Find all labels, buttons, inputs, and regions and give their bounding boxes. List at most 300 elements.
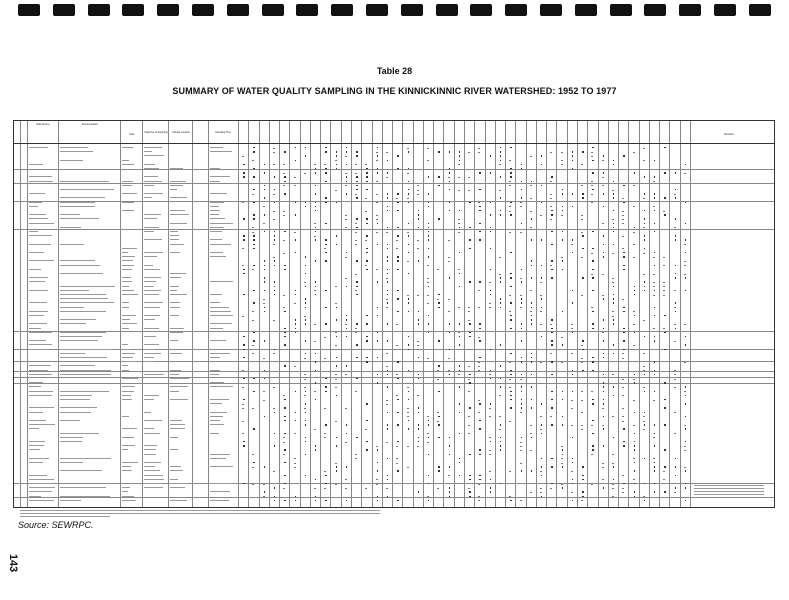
sample-mark [644, 412, 645, 413]
sample-mark [397, 260, 398, 261]
dash-mark [622, 219, 624, 220]
sample-mark [490, 370, 491, 371]
dash-mark [581, 391, 583, 392]
dash-mark [365, 240, 367, 241]
print-texture [29, 412, 43, 413]
sample-mark [274, 260, 275, 261]
sample-mark [305, 256, 306, 257]
sample-mark [469, 332, 470, 333]
sample-mark [685, 428, 686, 429]
sample-mark [459, 160, 460, 161]
binding-hole [296, 4, 318, 16]
sample-mark [325, 391, 326, 392]
sample-mark [551, 391, 552, 392]
sample-mark [284, 475, 285, 476]
sample-mark [469, 407, 470, 408]
sample-mark [479, 206, 480, 207]
dash-mark [684, 362, 686, 363]
sample-mark [592, 260, 593, 261]
dash-mark [591, 484, 593, 485]
print-texture [60, 420, 80, 421]
sample-mark [387, 244, 388, 245]
dash-mark [283, 442, 285, 443]
print-texture [122, 210, 134, 211]
dash-mark [561, 152, 563, 153]
sample-mark [685, 223, 686, 224]
print-texture [170, 286, 179, 287]
sample-mark [387, 458, 388, 459]
dash-mark [273, 152, 275, 153]
sample-mark [562, 454, 563, 455]
print-texture [122, 470, 132, 471]
print-texture [170, 374, 179, 375]
sample-mark [305, 273, 306, 274]
sample-mark [685, 164, 686, 165]
print-texture [210, 181, 220, 182]
sample-mark [572, 290, 573, 291]
print-texture [60, 407, 97, 408]
sample-mark [449, 323, 450, 324]
print-texture [210, 416, 223, 417]
print-texture [60, 357, 107, 358]
sample-mark [264, 416, 265, 417]
sample-mark [387, 424, 388, 425]
sample-mark [603, 155, 604, 156]
sample-mark [500, 298, 501, 299]
sample-mark [387, 227, 388, 228]
print-texture [60, 370, 111, 371]
dash-mark [674, 370, 676, 371]
binding-hole [192, 4, 214, 16]
sample-mark [685, 277, 686, 278]
dash-mark [335, 345, 337, 346]
sample-mark [449, 277, 450, 278]
dash-mark [273, 219, 275, 220]
dash-mark [684, 324, 686, 325]
sample-mark [654, 176, 655, 177]
sample-mark [654, 391, 655, 392]
sample-mark [510, 328, 511, 329]
sample-mark [551, 399, 552, 400]
dash-mark [509, 311, 511, 312]
print-texture [170, 500, 187, 501]
sample-mark [295, 160, 296, 161]
sample-mark [479, 340, 480, 341]
binding-hole [401, 4, 423, 16]
sample-mark [284, 193, 285, 194]
dash-mark [633, 345, 635, 346]
print-texture [210, 458, 226, 459]
dash-mark [509, 206, 511, 207]
sample-mark [428, 235, 429, 236]
dash-mark [591, 425, 593, 426]
sample-mark [325, 260, 326, 261]
print-texture [60, 189, 114, 190]
sample-mark [664, 214, 665, 215]
sample-mark [644, 193, 645, 194]
dash-mark [581, 257, 583, 258]
sample-mark [377, 307, 378, 308]
dash-mark [561, 215, 563, 216]
dash-mark [427, 148, 429, 149]
sample-mark [654, 424, 655, 425]
sample-mark [408, 302, 409, 303]
dash-mark [643, 421, 645, 422]
sample-mark [377, 155, 378, 156]
page-number: 143 [6, 553, 19, 573]
sample-mark [603, 391, 604, 392]
column-rule [372, 121, 373, 507]
column-rule [649, 121, 650, 507]
sample-mark [613, 437, 614, 438]
sample-mark [603, 382, 604, 383]
sample-mark [264, 185, 265, 186]
dash-mark [478, 370, 480, 371]
sample-mark [397, 412, 398, 413]
print-texture [122, 323, 137, 324]
dash-mark [674, 324, 676, 325]
sample-mark [284, 181, 285, 182]
sample-mark [408, 391, 409, 392]
dash-mark [427, 278, 429, 279]
sample-mark [387, 256, 388, 257]
dash-mark [448, 240, 450, 241]
sample-mark [284, 462, 285, 463]
print-texture [122, 290, 134, 291]
dash-mark [571, 400, 573, 401]
dash-mark [427, 265, 429, 266]
sample-mark [623, 311, 624, 312]
sample-mark [253, 391, 254, 392]
print-texture [122, 428, 137, 429]
sample-mark [397, 441, 398, 442]
sample-mark [551, 458, 552, 459]
sample-mark [541, 424, 542, 425]
dash-mark [345, 227, 347, 228]
dash-mark [674, 374, 676, 375]
print-texture [210, 147, 223, 148]
sample-mark [521, 437, 522, 438]
print-texture [144, 181, 162, 182]
dash-mark [314, 223, 316, 224]
sample-mark [377, 500, 378, 501]
dash-mark [263, 391, 265, 392]
sample-mark [613, 298, 614, 299]
sample-mark [500, 160, 501, 161]
sample-mark [253, 235, 254, 236]
print-texture [60, 353, 85, 354]
dash-mark [591, 274, 593, 275]
dash-mark [437, 421, 439, 422]
sample-mark [346, 151, 347, 152]
row-rule [14, 483, 774, 484]
sample-mark [675, 197, 676, 198]
print-texture [170, 315, 179, 316]
sample-mark [346, 328, 347, 329]
print-texture [170, 328, 184, 329]
dash-mark [602, 223, 604, 224]
sample-mark [623, 441, 624, 442]
sample-mark [603, 172, 604, 173]
print-texture [60, 206, 95, 207]
sample-mark [644, 210, 645, 211]
dash-mark [550, 265, 552, 266]
sample-mark [397, 202, 398, 203]
sample-mark [654, 193, 655, 194]
sample-mark [603, 416, 604, 417]
dash-mark [489, 408, 491, 409]
column-rule [464, 121, 465, 507]
sample-mark [664, 449, 665, 450]
print-texture [170, 332, 183, 333]
sample-mark [634, 496, 635, 497]
dash-mark [407, 383, 409, 384]
print-texture [210, 227, 224, 228]
sample-mark [253, 340, 254, 341]
sample-mark [675, 189, 676, 190]
sample-mark [366, 449, 367, 450]
binding-hole [575, 4, 597, 16]
sample-mark [675, 172, 676, 173]
sample-mark [264, 269, 265, 270]
dash-mark [478, 148, 480, 149]
sample-mark [685, 202, 686, 203]
dash-mark [509, 295, 511, 296]
dash-mark [376, 219, 378, 220]
sample-mark [284, 332, 285, 333]
sample-mark [428, 227, 429, 228]
print-texture [60, 470, 102, 471]
sample-mark [572, 160, 573, 161]
sample-mark [418, 378, 419, 379]
sample-mark [325, 151, 326, 152]
dash-mark [581, 164, 583, 165]
sample-mark [582, 151, 583, 152]
sample-mark [623, 332, 624, 333]
column-rule [120, 121, 121, 507]
dash-mark [653, 400, 655, 401]
sample-mark [490, 269, 491, 270]
dash-mark [633, 400, 635, 401]
print-texture [144, 449, 156, 450]
dash-mark [540, 311, 542, 312]
dash-mark [314, 429, 316, 430]
dash-mark [571, 408, 573, 409]
sample-mark [490, 294, 491, 295]
sample-mark [387, 496, 388, 497]
print-texture [29, 479, 54, 480]
dash-mark [242, 404, 244, 405]
sample-mark [500, 449, 501, 450]
sample-mark [613, 160, 614, 161]
sample-mark [562, 399, 563, 400]
dash-mark [643, 416, 645, 417]
dash-mark [591, 181, 593, 182]
sample-mark [510, 319, 511, 320]
sample-mark [479, 172, 480, 173]
sample-mark [408, 399, 409, 400]
sample-mark [582, 340, 583, 341]
print-texture [29, 328, 41, 329]
print-texture [60, 336, 102, 337]
print-texture [170, 294, 187, 295]
sample-mark [284, 483, 285, 484]
dash-mark [612, 454, 614, 455]
sample-mark [253, 176, 254, 177]
dash-mark [499, 429, 501, 430]
dash-mark [591, 152, 593, 153]
sample-mark [438, 176, 439, 177]
sample-mark [397, 311, 398, 312]
sample-mark [572, 239, 573, 240]
sample-mark [397, 424, 398, 425]
sample-mark [675, 328, 676, 329]
dash-mark [242, 202, 244, 203]
sample-mark [336, 336, 337, 337]
dash-mark [571, 383, 573, 384]
dash-mark [242, 408, 244, 409]
sample-mark [623, 252, 624, 253]
sample-mark [336, 437, 337, 438]
sample-mark [634, 470, 635, 471]
sample-mark [521, 340, 522, 341]
dash-mark [252, 484, 254, 485]
dash-mark [520, 295, 522, 296]
sample-mark [428, 176, 429, 177]
print-texture [210, 294, 222, 295]
dash-mark [633, 152, 635, 153]
sample-mark [531, 361, 532, 362]
sample-mark [562, 269, 563, 270]
print-texture [122, 260, 133, 261]
sample-mark [449, 466, 450, 467]
sample-mark [613, 319, 614, 320]
sample-mark [438, 340, 439, 341]
print-texture [29, 164, 43, 165]
sample-mark [295, 420, 296, 421]
dash-mark [355, 332, 357, 333]
dash-mark [540, 295, 542, 296]
sample-mark [664, 147, 665, 148]
sample-mark [634, 286, 635, 287]
sample-mark [305, 437, 306, 438]
sample-mark [685, 403, 686, 404]
sample-mark [469, 227, 470, 228]
sample-mark [243, 269, 244, 270]
column-rule [238, 121, 239, 507]
sample-mark [243, 164, 244, 165]
sample-mark [521, 269, 522, 270]
sample-mark [366, 252, 367, 253]
dash-mark [335, 190, 337, 191]
sample-mark [541, 185, 542, 186]
dash-mark [550, 152, 552, 153]
sample-mark [654, 374, 655, 375]
dash-mark [396, 458, 398, 459]
sample-mark [315, 370, 316, 371]
print-texture [29, 323, 47, 324]
print-texture [170, 189, 177, 190]
sample-mark [510, 168, 511, 169]
dash-mark [530, 311, 532, 312]
dash-mark [458, 190, 460, 191]
sample-mark [521, 181, 522, 182]
print-texture [122, 302, 129, 303]
sample-mark [500, 365, 501, 366]
sample-mark [315, 382, 316, 383]
sample-mark [654, 340, 655, 341]
dash-mark [427, 496, 429, 497]
sample-mark [562, 391, 563, 392]
sample-mark [284, 269, 285, 270]
sample-mark [387, 323, 388, 324]
sample-mark [551, 328, 552, 329]
sample-mark [541, 466, 542, 467]
sample-mark [387, 374, 388, 375]
dash-mark [643, 160, 645, 161]
sample-mark [408, 202, 409, 203]
print-texture [170, 483, 188, 484]
print-texture [170, 386, 188, 387]
print-texture [170, 487, 185, 488]
sample-mark [315, 361, 316, 362]
dash-mark [602, 425, 604, 426]
dash-mark [263, 496, 265, 497]
dash-mark [530, 383, 532, 384]
sample-mark [366, 269, 367, 270]
sample-mark [531, 470, 532, 471]
print-texture [170, 479, 178, 480]
dash-mark [324, 164, 326, 165]
sample-mark [592, 231, 593, 232]
dash-mark [458, 332, 460, 333]
dash-mark [386, 353, 388, 354]
sample-mark [253, 428, 254, 429]
print-texture [60, 433, 99, 434]
dash-mark [345, 374, 347, 375]
sample-mark [623, 328, 624, 329]
sample-mark [366, 357, 367, 358]
column-rule [382, 121, 383, 507]
dash-mark [252, 383, 254, 384]
sample-mark [408, 151, 409, 152]
sample-mark [644, 336, 645, 337]
sample-mark [428, 420, 429, 421]
sample-mark [572, 437, 573, 438]
print-texture [170, 214, 189, 215]
sample-mark [305, 353, 306, 354]
dash-mark [622, 248, 624, 249]
sample-mark [428, 193, 429, 194]
dash-mark [571, 353, 573, 354]
sample-mark [613, 244, 614, 245]
dash-mark [509, 349, 511, 350]
print-texture [170, 185, 183, 186]
dash-mark [335, 374, 337, 375]
sample-mark [654, 491, 655, 492]
sample-mark [243, 294, 244, 295]
sample-mark [531, 437, 532, 438]
sample-mark [644, 223, 645, 224]
sample-mark [428, 437, 429, 438]
print-texture [144, 357, 154, 358]
column-rule [567, 121, 568, 507]
print-texture [60, 462, 83, 463]
sample-mark [387, 302, 388, 303]
print-texture [60, 286, 115, 287]
sample-mark [387, 260, 388, 261]
dash-mark [540, 488, 542, 489]
